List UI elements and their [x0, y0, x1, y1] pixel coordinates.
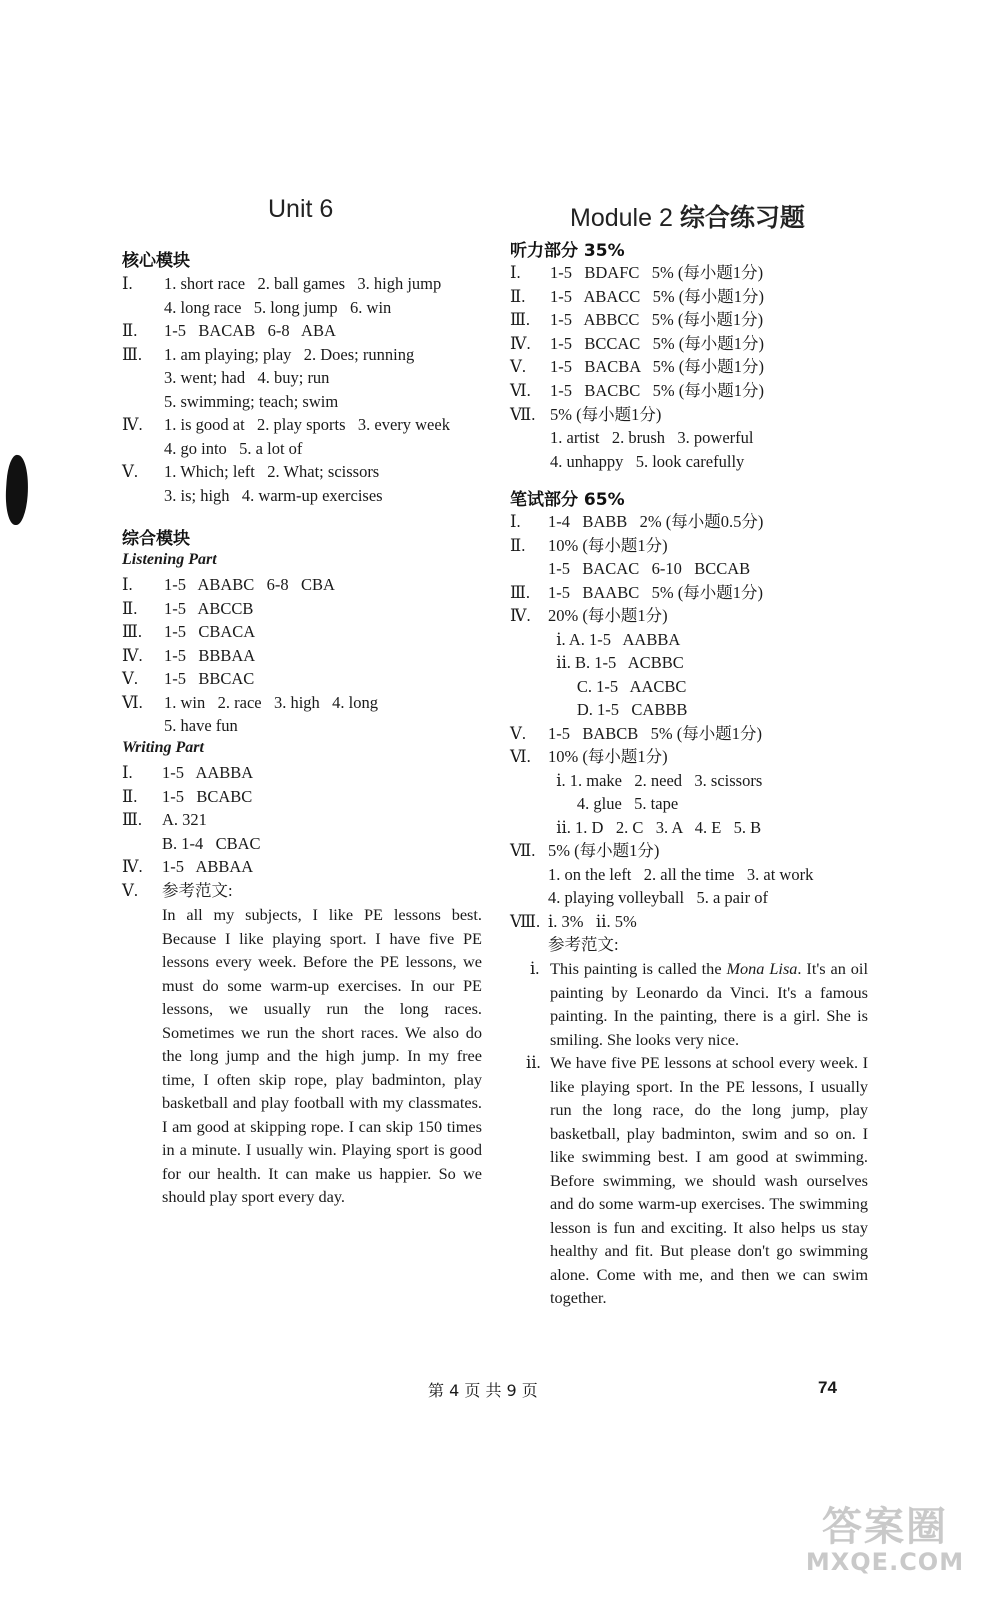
answer-line [510, 332, 764, 355]
answer-line [510, 675, 686, 698]
essay-2-label: ⅱ. [526, 1053, 541, 1072]
item-numeral: Ⅶ. [510, 841, 536, 860]
answer-text: 1-5 BACBC 5% (每小题1分) [550, 381, 765, 400]
item-numeral: Ⅳ. [510, 606, 531, 625]
answer-line [122, 319, 336, 342]
essay-1-text-a: This painting is called the [550, 959, 727, 978]
answer-line [122, 714, 238, 737]
item-numeral: Ⅰ. [122, 575, 133, 594]
answer-text: B. 1-4 CBAC [162, 833, 261, 853]
answer-line [510, 628, 680, 651]
answer-line [122, 761, 253, 784]
answer-line [510, 651, 684, 674]
answer-text: 4. go into 5. a lot of [164, 438, 303, 458]
answer-line [122, 667, 254, 690]
answer-line [122, 832, 261, 855]
answer-text: 1-5 BACAB 6-8 ABA [164, 321, 336, 340]
answer-line [510, 510, 763, 533]
answer-text: 1. win 2. race 3. high 4. long [164, 692, 379, 712]
answer-line [122, 855, 253, 878]
page-number: 74 [818, 1378, 837, 1397]
unit-title: Unit 6 [268, 195, 334, 223]
item-numeral: Ⅱ. [122, 321, 138, 340]
answer-text: ⅰ. A. 1-5 AABBA [548, 629, 681, 649]
answer-line [122, 879, 233, 902]
answer-text: 1-5 AABBA [162, 763, 254, 782]
answer-line [510, 285, 764, 308]
answer-text: 1-5 BAABC 5% (每小题1分) [548, 582, 763, 602]
item-numeral: Ⅱ. [510, 286, 526, 306]
answer-line [510, 426, 753, 449]
item-numeral: Ⅵ. [510, 381, 531, 400]
answer-line [122, 390, 338, 413]
answer-text: 5% (每小题1分) [550, 404, 662, 424]
answer-text: 1-5 BACAC 6-10 BCCAB [548, 559, 751, 578]
answer-line [122, 460, 379, 483]
answer-text: 1-5 ABABC 6-8 CBA [164, 575, 335, 594]
answer-line [510, 581, 763, 604]
item-numeral: Ⅳ. [122, 645, 143, 665]
item-numeral: Ⅳ. [122, 415, 143, 434]
module-title-cn: 综合练习题 [679, 203, 805, 232]
answer-line [510, 839, 659, 862]
answer-text: 参考范文: [548, 935, 619, 954]
answer-line [122, 785, 252, 808]
essay-1-painting-title: Mona Lisa [726, 959, 798, 978]
answer-line [510, 557, 750, 580]
answer-line [510, 698, 687, 721]
answer-text: 1. is good at 2. play sports 3. every week [164, 415, 450, 434]
answer-text: 20% (每小题1分) [548, 606, 668, 625]
answer-text: 1. short race 2. ball games 3. high jump [164, 274, 442, 293]
answer-line [122, 691, 378, 714]
answer-line [122, 296, 391, 319]
answer-text: 5% (每小题1分) [548, 841, 660, 860]
answer-line [510, 792, 678, 815]
sample-essay: In all my subjects, I like PE lessons best. Because I like playing sport. I have five PE lessons every week. Before the PE lessons, we must do some warm-up exercises. In our PE lessons, we usually run the long races. Sometimes we run the short races. We also do the long jump and the high jump. In my free time, I often skip rope, play badminton, play basketball and play football with my classmates. I am good at skipping rope. I can skip 150 times in a minute. I usually win. Playing sport is good for our health. It can make us happier. So we should play sport every day. [162, 905, 482, 1206]
item-numeral: Ⅳ. [122, 857, 143, 876]
listening-part-label: Listening Part [122, 551, 217, 568]
answer-line [122, 437, 302, 460]
item-numeral: Ⅶ. [510, 404, 536, 424]
item-numeral: Ⅳ. [510, 333, 531, 353]
answer-text: 1-5 BBBAA [164, 645, 256, 665]
page-info: 第 4 页 共 9 页 [428, 1381, 538, 1400]
item-numeral: Ⅲ. [122, 344, 143, 364]
answer-text: 1. artist 2. brush 3. powerful [550, 428, 754, 448]
answer-text: 1-5 BDAFC 5% (每小题1分) [550, 263, 764, 282]
answer-text: 1-5 ABBCC 5% (每小题1分) [550, 310, 764, 330]
answer-line [510, 863, 813, 886]
answer-line [122, 272, 441, 295]
answer-line [510, 745, 668, 768]
answer-line [510, 722, 762, 745]
item-numeral: Ⅵ. [510, 747, 531, 766]
item-numeral: Ⅱ. [510, 535, 526, 555]
answer-text: 4. glue 5. tape [548, 794, 679, 813]
answer-line [122, 620, 255, 643]
item-numeral: Ⅴ. [510, 723, 527, 743]
watermark-logo [790, 1495, 980, 1595]
answer-text: 3. went; had 4. buy; run [164, 368, 330, 387]
item-numeral: Ⅵ. [122, 692, 143, 712]
item-numeral: Ⅲ. [122, 622, 143, 641]
answer-line [510, 534, 668, 557]
answer-text: ⅱ. 1. D 2. C 3. A 4. E 5. B [548, 817, 762, 837]
answer-text: ⅱ. B. 1-5 ACBBC [548, 653, 684, 672]
answer-line [122, 343, 414, 366]
writing-part-label: Writing Part [122, 739, 204, 756]
written-section-heading: 笔试部分 65% [510, 490, 625, 510]
core-module-heading: 核心模块 [122, 251, 190, 271]
answer-text: 1-5 BABCB 5% (每小题1分) [548, 723, 763, 743]
answer-text: 1-5 BACBA 5% (每小题1分) [550, 357, 765, 377]
answer-line [510, 355, 764, 378]
answer-text: D. 1-5 CABBB [548, 700, 688, 719]
item-numeral: Ⅰ. [122, 763, 133, 782]
essay-2: We have five PE lessons at school every week. I like playing sport. In the PE lessons, I usually run the long race, do the long jump, play basketball, play badminton, swim and so on. I like swimming best. I am good at swimming. Before swimming, we should wash ourselves and do some warm-up exercises. The swimming lesson is fun and exciting. It also helps us stay healthy and fit. But please don't go swimming alone. Come with me, and then we can swim together. [550, 1053, 868, 1307]
answer-text: C. 1-5 AACBC [548, 676, 687, 696]
item-numeral: Ⅱ. [122, 598, 138, 618]
answer-text: 1-5 ABACC 5% (每小题1分) [550, 286, 765, 306]
item-numeral: Ⅴ. [510, 357, 527, 377]
answer-text: 1-5 CBACA [164, 622, 256, 641]
answer-text: 1. on the left 2. all the time 3. at work [548, 864, 814, 884]
answer-text: ⅰ. 1. make 2. need 3. scissors [548, 770, 763, 790]
answer-text: 1-5 ABBAA [162, 857, 254, 876]
answer-text: 4. unhappy 5. look carefully [550, 451, 745, 471]
answer-text: 1. Which; left 2. What; scissors [164, 462, 380, 481]
essay-1-text-b: . It's an oil painting by Leonardo da Vinci. It's a famous painting. In the painting, there is a girl. She is smiling. She looks very nice. [550, 959, 868, 1049]
answer-line [510, 886, 768, 909]
module-title-en: Module 2 [570, 204, 673, 232]
answer-line [510, 604, 668, 627]
ink-smudge [4, 454, 31, 525]
answer-line [122, 573, 335, 596]
answer-line [122, 484, 383, 507]
answer-line [510, 403, 661, 426]
answer-line [510, 933, 619, 956]
answer-line [122, 413, 450, 436]
answer-line [510, 308, 763, 331]
answer-line [510, 450, 744, 473]
item-numeral: Ⅲ. [510, 310, 531, 330]
answer-text: 5. have fun [164, 716, 238, 735]
answer-text: 1-5 BCABC [162, 786, 253, 806]
item-numeral: Ⅷ. [510, 911, 541, 931]
item-numeral: Ⅴ. [122, 669, 139, 688]
answer-line [122, 644, 255, 667]
item-numeral: Ⅰ. [510, 512, 521, 531]
item-numeral: Ⅲ. [122, 810, 143, 829]
answer-text: 参考范文: [162, 880, 233, 900]
answer-line [510, 261, 763, 284]
item-numeral: Ⅱ. [122, 786, 138, 806]
answer-line [510, 379, 764, 402]
item-numeral: Ⅰ. [510, 263, 521, 282]
answer-text: 5. swimming; teach; swim [164, 391, 339, 411]
answer-text: 1-5 BCCAC 5% (每小题1分) [550, 333, 765, 353]
answer-text: 1-5 BBCAC [164, 669, 255, 688]
listening-section-heading: 听力部分 35% [510, 241, 625, 261]
watermark-line-2: MXQE.COM [805, 1548, 965, 1576]
answer-text: ⅰ. 3% ⅱ. 5% [548, 911, 637, 931]
module-title [570, 198, 805, 234]
answer-line [510, 910, 637, 933]
answer-text: 4. long race 5. long jump 6. win [164, 297, 392, 317]
answer-text: 10% (每小题1分) [548, 535, 668, 555]
answer-text: 1-5 ABCCB [164, 598, 254, 618]
answer-line [122, 366, 329, 389]
answer-line [510, 816, 761, 839]
item-numeral: Ⅲ. [510, 582, 531, 602]
item-numeral: Ⅴ. [122, 880, 139, 900]
answer-line [122, 597, 253, 620]
watermark-line-1: 答案圈 [822, 1504, 948, 1550]
answer-text: 10% (每小题1分) [548, 747, 668, 766]
item-numeral: Ⅰ. [122, 274, 133, 293]
answer-line [122, 808, 207, 831]
essay-1-label: ⅰ. [530, 959, 540, 978]
answer-text: 3. is; high 4. warm-up exercises [164, 485, 383, 505]
answer-text: A. 321 [162, 810, 207, 829]
item-numeral: Ⅴ. [122, 462, 139, 481]
answer-text: 4. playing volleyball 5. a pair of [548, 888, 768, 907]
answer-text: 1. am playing; play 2. Does; running [164, 344, 415, 364]
essay-1 [550, 957, 868, 1051]
comprehensive-module-heading: 综合模块 [122, 529, 190, 549]
answer-line [510, 769, 762, 792]
answer-text: 1-4 BABB 2% (每小题0.5分) [548, 512, 764, 531]
